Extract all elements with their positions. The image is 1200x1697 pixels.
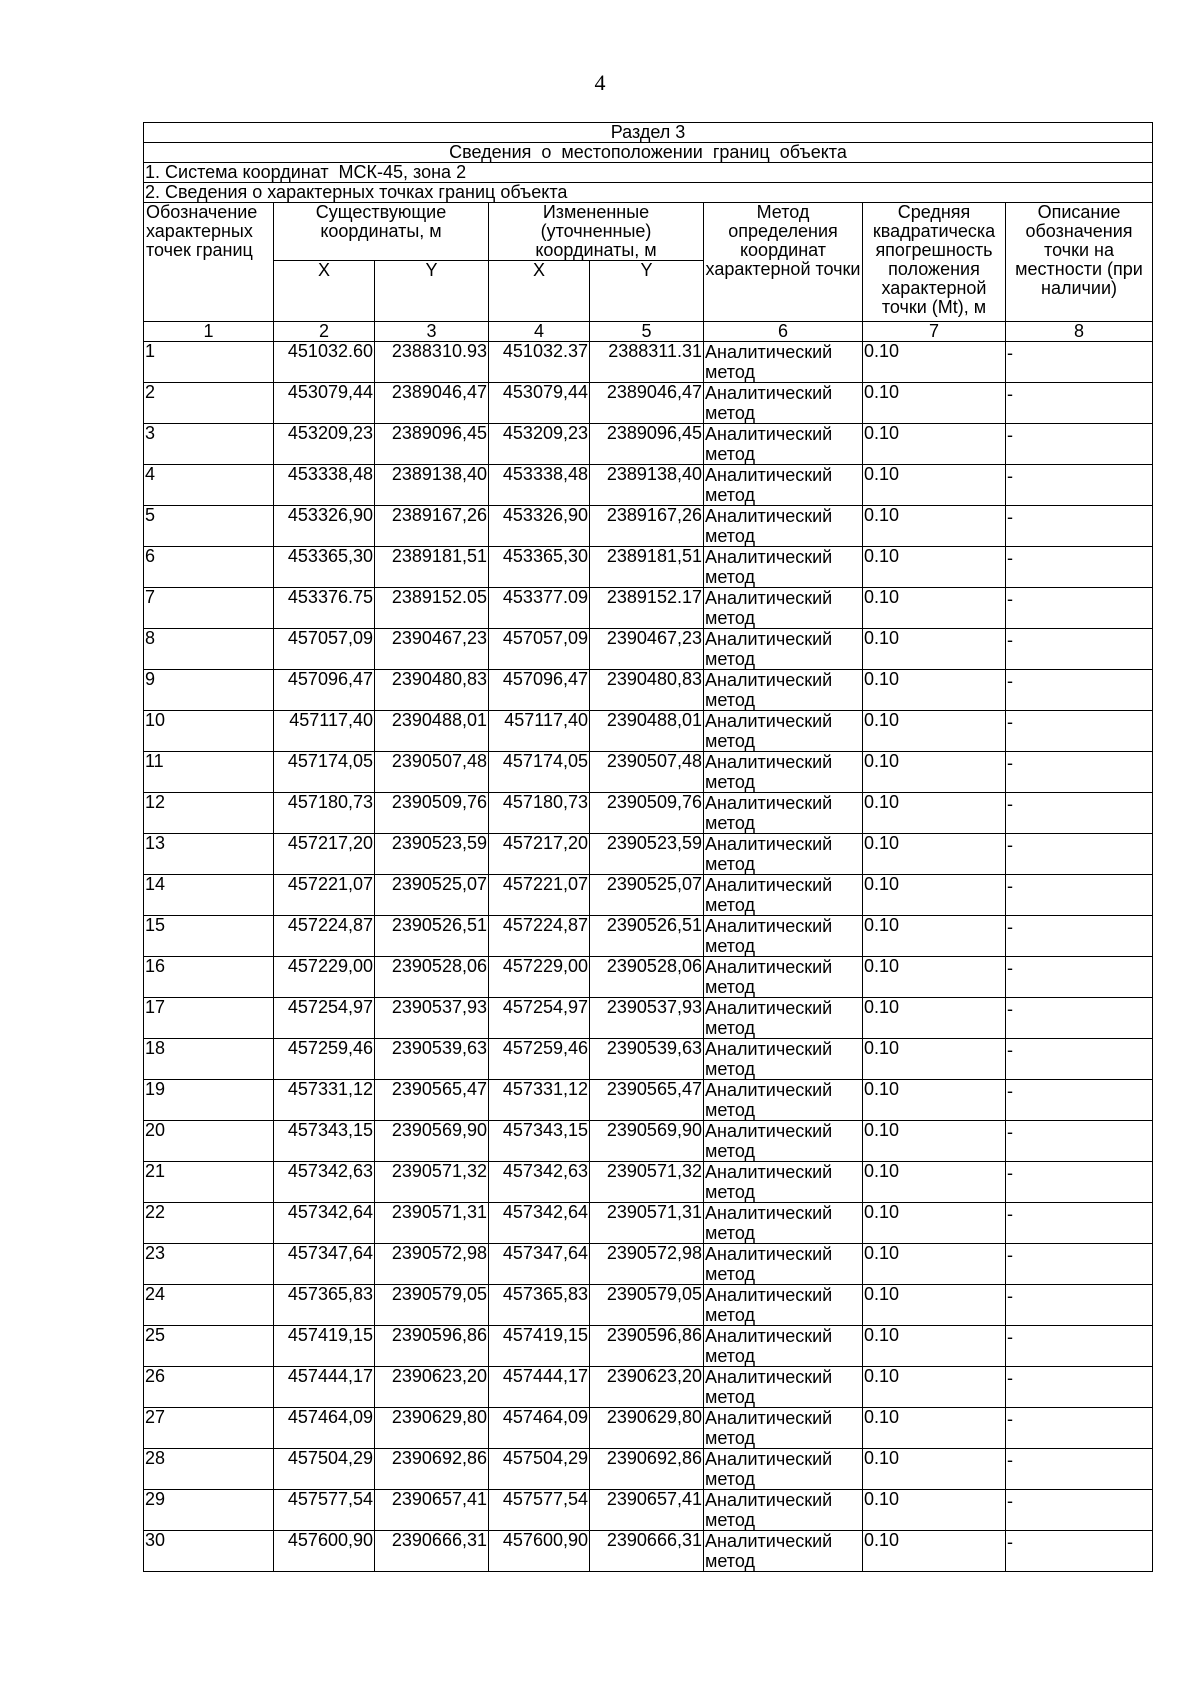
cell-description: - [1006, 1367, 1153, 1408]
cell-mean-error: 0.10 [863, 424, 1006, 465]
cell-changed-y: 2390571,31 [590, 1203, 704, 1244]
cell-point-id: 2 [144, 383, 274, 424]
column-number: 5 [590, 322, 704, 342]
table-row [144, 1121, 1153, 1162]
cell-changed-y: 2389096,45 [590, 424, 704, 465]
cell-changed-y: 2390537,93 [590, 998, 704, 1039]
cell-changed-y: 2390569,90 [590, 1121, 704, 1162]
cell-changed-x: 453079,44 [489, 383, 590, 424]
header-y-changed: Y [590, 261, 704, 322]
cell-mean-error: 0.10 [863, 588, 1006, 629]
table-row [144, 424, 1153, 465]
cell-existing-x: 457057,09 [274, 629, 375, 670]
cell-changed-x: 457096,47 [489, 670, 590, 711]
cell-mean-error: 0.10 [863, 711, 1006, 752]
cell-point-id: 24 [144, 1285, 274, 1326]
table-row [144, 793, 1153, 834]
cell-description: - [1006, 547, 1153, 588]
cell-description: - [1006, 506, 1153, 547]
cell-description: - [1006, 588, 1153, 629]
cell-description: - [1006, 1285, 1153, 1326]
cell-description: - [1006, 670, 1153, 711]
cell-point-id: 19 [144, 1080, 274, 1121]
cell-mean-error: 0.10 [863, 1162, 1006, 1203]
cell-changed-y: 2390480,83 [590, 670, 704, 711]
table-row [144, 834, 1153, 875]
cell-mean-error: 0.10 [863, 752, 1006, 793]
cell-existing-x: 457504,29 [274, 1449, 375, 1490]
cell-point-id: 15 [144, 916, 274, 957]
cell-existing-x: 457444,17 [274, 1367, 375, 1408]
cell-description: - [1006, 1162, 1153, 1203]
cell-point-id: 3 [144, 424, 274, 465]
header-y-existing: Y [375, 261, 489, 322]
cell-existing-x: 457419,15 [274, 1326, 375, 1367]
cell-changed-x: 457331,12 [489, 1080, 590, 1121]
cell-existing-x: 453338,48 [274, 465, 375, 506]
cell-changed-y: 2389152.17 [590, 588, 704, 629]
cell-existing-x: 457217,20 [274, 834, 375, 875]
column-numbers-row [144, 322, 1153, 342]
cell-existing-y: 2390571,32 [375, 1162, 489, 1203]
cell-changed-y: 2390528,06 [590, 957, 704, 998]
points-heading: 2. Сведения о характерных точках границ объекта [144, 183, 1153, 203]
cell-changed-x: 457174,05 [489, 752, 590, 793]
cell-changed-x: 457229,00 [489, 957, 590, 998]
page-number: 4 [594, 70, 606, 95]
cell-mean-error: 0.10 [863, 1408, 1006, 1449]
cell-changed-y: 2390488,01 [590, 711, 704, 752]
cell-existing-y: 2390692,86 [375, 1449, 489, 1490]
cell-mean-error: 0.10 [863, 957, 1006, 998]
cell-point-id: 6 [144, 547, 274, 588]
cell-changed-y: 2390507,48 [590, 752, 704, 793]
cell-changed-y: 2390579,05 [590, 1285, 704, 1326]
boundary-points-table [143, 122, 1153, 1572]
cell-changed-y: 2389138,40 [590, 465, 704, 506]
cell-changed-x: 457342,64 [489, 1203, 590, 1244]
cell-point-id: 25 [144, 1326, 274, 1367]
cell-changed-x: 457254,97 [489, 998, 590, 1039]
cell-method: Аналитический метод [704, 506, 863, 547]
cell-mean-error: 0.10 [863, 1326, 1006, 1367]
table-row [144, 1531, 1153, 1572]
cell-existing-x: 457331,12 [274, 1080, 375, 1121]
cell-mean-error: 0.10 [863, 383, 1006, 424]
table-row [144, 998, 1153, 1039]
table-row [144, 1367, 1153, 1408]
cell-mean-error: 0.10 [863, 1039, 1006, 1080]
table-row [144, 1162, 1153, 1203]
cell-description: - [1006, 1121, 1153, 1162]
cell-existing-y: 2390666,31 [375, 1531, 489, 1572]
cell-description: - [1006, 793, 1153, 834]
cell-method: Аналитический метод [704, 1531, 863, 1572]
cell-changed-x: 457224,87 [489, 916, 590, 957]
cell-description: - [1006, 1490, 1153, 1531]
cell-mean-error: 0.10 [863, 547, 1006, 588]
cell-changed-y: 2390666,31 [590, 1531, 704, 1572]
cell-existing-x: 457174,05 [274, 752, 375, 793]
cell-changed-x: 453209,23 [489, 424, 590, 465]
cell-changed-y: 2390467,23 [590, 629, 704, 670]
cell-description: - [1006, 1531, 1153, 1572]
cell-point-id: 16 [144, 957, 274, 998]
section-title: Раздел 3 [144, 123, 1153, 143]
cell-mean-error: 0.10 [863, 465, 1006, 506]
cell-existing-y: 2390657,41 [375, 1490, 489, 1531]
cell-description: - [1006, 1408, 1153, 1449]
cell-existing-y: 2390572,98 [375, 1244, 489, 1285]
cell-mean-error: 0.10 [863, 629, 1006, 670]
cell-changed-y: 2390523,59 [590, 834, 704, 875]
cell-description: - [1006, 711, 1153, 752]
cell-changed-x: 457504,29 [489, 1449, 590, 1490]
cell-point-id: 9 [144, 670, 274, 711]
header-x-existing: X [274, 261, 375, 322]
table-row [144, 465, 1153, 506]
cell-changed-x: 457365,83 [489, 1285, 590, 1326]
cell-existing-y: 2390569,90 [375, 1121, 489, 1162]
cell-mean-error: 0.10 [863, 875, 1006, 916]
cell-changed-x: 457259,46 [489, 1039, 590, 1080]
column-number: 3 [375, 322, 489, 342]
cell-description: - [1006, 1326, 1153, 1367]
header-mean-error: Средняя квадратическа япогрешность положения характерной точки (Mt), м [863, 203, 1006, 322]
table-row [144, 1490, 1153, 1531]
cell-existing-x: 457577,54 [274, 1490, 375, 1531]
header-description: Описание обозначения точки на местности (при наличии) [1006, 203, 1153, 322]
cell-existing-x: 457365,83 [274, 1285, 375, 1326]
column-number: 4 [489, 322, 590, 342]
cell-changed-x: 457419,15 [489, 1326, 590, 1367]
cell-changed-x: 457577,54 [489, 1490, 590, 1531]
table-row [144, 1449, 1153, 1490]
cell-description: - [1006, 424, 1153, 465]
cell-point-id: 30 [144, 1531, 274, 1572]
cell-changed-y: 2390692,86 [590, 1449, 704, 1490]
cell-existing-y: 2390629,80 [375, 1408, 489, 1449]
cell-point-id: 17 [144, 998, 274, 1039]
cell-existing-x: 457180,73 [274, 793, 375, 834]
cell-changed-x: 457600,90 [489, 1531, 590, 1572]
column-number: 7 [863, 322, 1006, 342]
cell-existing-x: 457342,63 [274, 1162, 375, 1203]
cell-method: Аналитический метод [704, 342, 863, 383]
cell-changed-y: 2390565,47 [590, 1080, 704, 1121]
cell-existing-y: 2390488,01 [375, 711, 489, 752]
cell-changed-y: 2388311.31 [590, 342, 704, 383]
cell-changed-x: 453326,90 [489, 506, 590, 547]
table-row [144, 1408, 1153, 1449]
cell-description: - [1006, 465, 1153, 506]
cell-method: Аналитический метод [704, 547, 863, 588]
cell-method: Аналитический метод [704, 1285, 863, 1326]
table-row [144, 1285, 1153, 1326]
cell-changed-y: 2390509,76 [590, 793, 704, 834]
cell-mean-error: 0.10 [863, 1080, 1006, 1121]
table-row [144, 1039, 1153, 1080]
cell-mean-error: 0.10 [863, 834, 1006, 875]
cell-method: Аналитический метод [704, 670, 863, 711]
cell-changed-y: 2390596,86 [590, 1326, 704, 1367]
cell-existing-x: 457347,64 [274, 1244, 375, 1285]
cell-existing-y: 2389181,51 [375, 547, 489, 588]
cell-mean-error: 0.10 [863, 342, 1006, 383]
cell-existing-y: 2390523,59 [375, 834, 489, 875]
cell-existing-x: 453209,23 [274, 424, 375, 465]
cell-existing-y: 2389046,47 [375, 383, 489, 424]
cell-changed-x: 457180,73 [489, 793, 590, 834]
header-x-changed: X [489, 261, 590, 322]
cell-method: Аналитический метод [704, 383, 863, 424]
cell-existing-y: 2389152.05 [375, 588, 489, 629]
cell-mean-error: 0.10 [863, 670, 1006, 711]
cell-method: Аналитический метод [704, 1490, 863, 1531]
cell-method: Аналитический метод [704, 834, 863, 875]
cell-point-id: 20 [144, 1121, 274, 1162]
cell-mean-error: 0.10 [863, 998, 1006, 1039]
cell-method: Аналитический метод [704, 1121, 863, 1162]
cell-point-id: 13 [144, 834, 274, 875]
cell-existing-x: 453376.75 [274, 588, 375, 629]
cell-changed-y: 2390657,41 [590, 1490, 704, 1531]
cell-mean-error: 0.10 [863, 1367, 1006, 1408]
cell-point-id: 10 [144, 711, 274, 752]
cell-point-id: 4 [144, 465, 274, 506]
cell-existing-x: 457600,90 [274, 1531, 375, 1572]
cell-point-id: 18 [144, 1039, 274, 1080]
cell-changed-x: 457057,09 [489, 629, 590, 670]
cell-point-id: 8 [144, 629, 274, 670]
cell-mean-error: 0.10 [863, 1244, 1006, 1285]
cell-changed-x: 457117,40 [489, 711, 590, 752]
cell-existing-x: 457224,87 [274, 916, 375, 957]
table-row [144, 916, 1153, 957]
cell-method: Аналитический метод [704, 793, 863, 834]
table-row [144, 383, 1153, 424]
table-row [144, 1326, 1153, 1367]
cell-mean-error: 0.10 [863, 1449, 1006, 1490]
coordinate-system: 1. Система координат МСК-45, зона 2 [144, 163, 1153, 183]
cell-method: Аналитический метод [704, 588, 863, 629]
cell-point-id: 23 [144, 1244, 274, 1285]
cell-changed-y: 2389181,51 [590, 547, 704, 588]
cell-changed-y: 2390525,07 [590, 875, 704, 916]
cell-existing-x: 457343,15 [274, 1121, 375, 1162]
cell-method: Аналитический метод [704, 1326, 863, 1367]
cell-existing-y: 2389138,40 [375, 465, 489, 506]
cell-existing-x: 451032.60 [274, 342, 375, 383]
table-row [144, 1080, 1153, 1121]
cell-method: Аналитический метод [704, 916, 863, 957]
cell-existing-x: 457221,07 [274, 875, 375, 916]
cell-method: Аналитический метод [704, 1039, 863, 1080]
cell-description: - [1006, 998, 1153, 1039]
cell-description: - [1006, 1039, 1153, 1080]
cell-existing-x: 457464,09 [274, 1408, 375, 1449]
cell-method: Аналитический метод [704, 629, 863, 670]
cell-method: Аналитический метод [704, 1408, 863, 1449]
table-row [144, 547, 1153, 588]
cell-existing-y: 2390579,05 [375, 1285, 489, 1326]
cell-point-id: 28 [144, 1449, 274, 1490]
cell-point-id: 27 [144, 1408, 274, 1449]
table-row [144, 1244, 1153, 1285]
table-row [144, 670, 1153, 711]
cell-changed-y: 2390539,63 [590, 1039, 704, 1080]
cell-mean-error: 0.10 [863, 1490, 1006, 1531]
cell-changed-x: 457347,64 [489, 1244, 590, 1285]
cell-existing-x: 457259,46 [274, 1039, 375, 1080]
header-point-designation: Обозначение характерных точек границ [144, 203, 274, 322]
header-method: Метод определения координат характерной точки [704, 203, 863, 322]
table-row [144, 506, 1153, 547]
cell-existing-x: 457342,64 [274, 1203, 375, 1244]
cell-point-id: 7 [144, 588, 274, 629]
cell-existing-y: 2390507,48 [375, 752, 489, 793]
cell-changed-y: 2389167,26 [590, 506, 704, 547]
cell-method: Аналитический метод [704, 1367, 863, 1408]
cell-mean-error: 0.10 [863, 506, 1006, 547]
cell-existing-x: 453326,90 [274, 506, 375, 547]
column-number: 8 [1006, 322, 1153, 342]
cell-existing-y: 2390623,20 [375, 1367, 489, 1408]
cell-changed-x: 453338,48 [489, 465, 590, 506]
cell-point-id: 29 [144, 1490, 274, 1531]
column-number: 2 [274, 322, 375, 342]
cell-existing-y: 2390509,76 [375, 793, 489, 834]
cell-existing-y: 2390467,23 [375, 629, 489, 670]
cell-existing-y: 2390525,07 [375, 875, 489, 916]
cell-description: - [1006, 1080, 1153, 1121]
cell-method: Аналитический метод [704, 1162, 863, 1203]
cell-existing-y: 2390526,51 [375, 916, 489, 957]
cell-method: Аналитический метод [704, 875, 863, 916]
cell-method: Аналитический метод [704, 1449, 863, 1490]
cell-description: - [1006, 752, 1153, 793]
header-changed-coordinates: Измененные (уточненные) координаты, м [489, 203, 704, 261]
cell-method: Аналитический метод [704, 424, 863, 465]
cell-existing-y: 2390571,31 [375, 1203, 489, 1244]
cell-existing-y: 2389096,45 [375, 424, 489, 465]
cell-changed-x: 457217,20 [489, 834, 590, 875]
cell-description: - [1006, 1244, 1153, 1285]
cell-description: - [1006, 342, 1153, 383]
table-row [144, 1203, 1153, 1244]
cell-method: Аналитический метод [704, 752, 863, 793]
cell-changed-y: 2389046,47 [590, 383, 704, 424]
table-row [144, 342, 1153, 383]
cell-description: - [1006, 957, 1153, 998]
cell-method: Аналитический метод [704, 465, 863, 506]
table-row [144, 629, 1153, 670]
table-row [144, 875, 1153, 916]
cell-existing-x: 457117,40 [274, 711, 375, 752]
header-existing-coordinates: Существующие координаты, м [274, 203, 489, 261]
cell-point-id: 21 [144, 1162, 274, 1203]
cell-changed-x: 457464,09 [489, 1408, 590, 1449]
cell-changed-y: 2390526,51 [590, 916, 704, 957]
cell-existing-y: 2390480,83 [375, 670, 489, 711]
cell-mean-error: 0.10 [863, 916, 1006, 957]
cell-method: Аналитический метод [704, 998, 863, 1039]
cell-existing-x: 453079,44 [274, 383, 375, 424]
cell-description: - [1006, 1449, 1153, 1490]
cell-changed-x: 451032.37 [489, 342, 590, 383]
table-row [144, 752, 1153, 793]
section-subtitle: Сведения о местоположении границ объекта [144, 143, 1153, 163]
cell-existing-y: 2390539,63 [375, 1039, 489, 1080]
column-number: 1 [144, 322, 274, 342]
cell-mean-error: 0.10 [863, 1121, 1006, 1162]
cell-existing-y: 2390528,06 [375, 957, 489, 998]
table-row [144, 588, 1153, 629]
cell-changed-y: 2390571,32 [590, 1162, 704, 1203]
cell-changed-y: 2390572,98 [590, 1244, 704, 1285]
cell-mean-error: 0.10 [863, 1203, 1006, 1244]
cell-existing-y: 2389167,26 [375, 506, 489, 547]
cell-point-id: 12 [144, 793, 274, 834]
cell-mean-error: 0.10 [863, 1531, 1006, 1572]
cell-existing-x: 457229,00 [274, 957, 375, 998]
column-number: 6 [704, 322, 863, 342]
cell-method: Аналитический метод [704, 1244, 863, 1285]
table-row [144, 711, 1153, 752]
cell-point-id: 11 [144, 752, 274, 793]
cell-point-id: 14 [144, 875, 274, 916]
cell-mean-error: 0.10 [863, 793, 1006, 834]
cell-mean-error: 0.10 [863, 1285, 1006, 1326]
table-row [144, 957, 1153, 998]
cell-description: - [1006, 875, 1153, 916]
cell-changed-x: 457444,17 [489, 1367, 590, 1408]
cell-description: - [1006, 1203, 1153, 1244]
cell-method: Аналитический метод [704, 711, 863, 752]
cell-changed-x: 457343,15 [489, 1121, 590, 1162]
cell-method: Аналитический метод [704, 1203, 863, 1244]
cell-existing-y: 2390537,93 [375, 998, 489, 1039]
cell-point-id: 1 [144, 342, 274, 383]
cell-existing-x: 457096,47 [274, 670, 375, 711]
cell-description: - [1006, 834, 1153, 875]
cell-changed-x: 453377.09 [489, 588, 590, 629]
cell-changed-y: 2390623,20 [590, 1367, 704, 1408]
cell-changed-x: 457342,63 [489, 1162, 590, 1203]
cell-changed-x: 457221,07 [489, 875, 590, 916]
cell-existing-y: 2390565,47 [375, 1080, 489, 1121]
cell-description: - [1006, 916, 1153, 957]
cell-existing-x: 457254,97 [274, 998, 375, 1039]
cell-changed-y: 2390629,80 [590, 1408, 704, 1449]
cell-changed-x: 453365,30 [489, 547, 590, 588]
cell-method: Аналитический метод [704, 1080, 863, 1121]
cell-point-id: 5 [144, 506, 274, 547]
cell-existing-y: 2388310.93 [375, 342, 489, 383]
cell-existing-y: 2390596,86 [375, 1326, 489, 1367]
cell-description: - [1006, 629, 1153, 670]
cell-point-id: 26 [144, 1367, 274, 1408]
cell-method: Аналитический метод [704, 957, 863, 998]
cell-point-id: 22 [144, 1203, 274, 1244]
cell-existing-x: 453365,30 [274, 547, 375, 588]
cell-description: - [1006, 383, 1153, 424]
